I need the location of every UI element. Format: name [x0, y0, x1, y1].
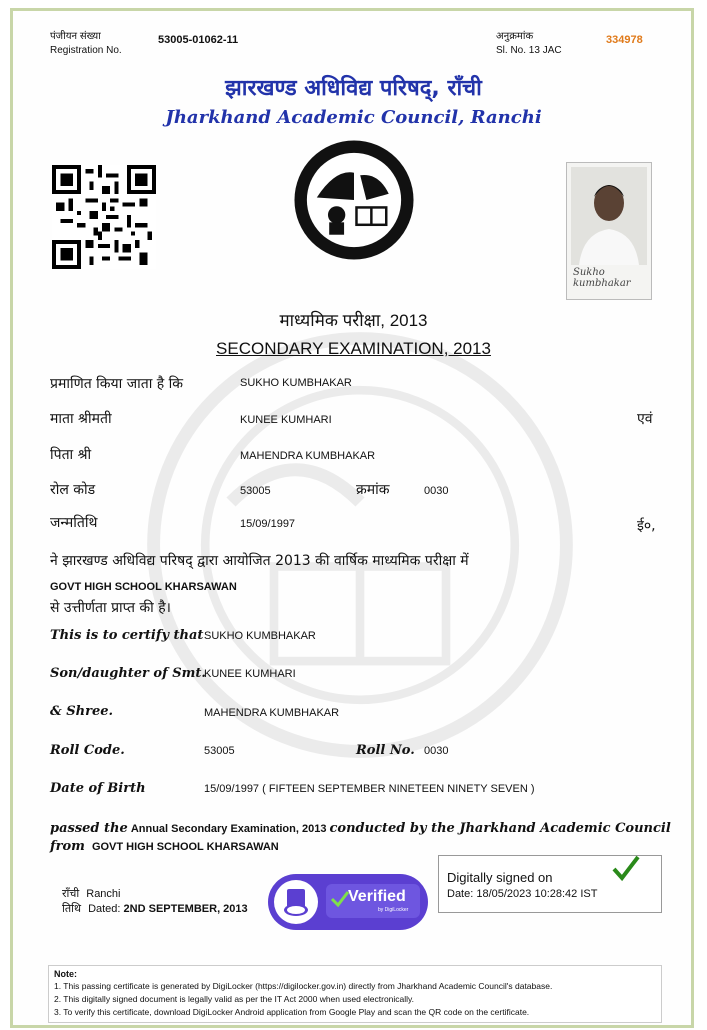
en-from-label: from	[50, 839, 85, 854]
hi-roll-code-label: रोल कोड	[50, 482, 96, 498]
en-passed-prefix: passed the	[50, 821, 128, 836]
person-photo-icon	[571, 167, 647, 265]
council-name-en: Jharkhand Academic Council, Ranchi	[165, 107, 542, 128]
watermark-seal-icon	[145, 330, 575, 760]
en-roll-code: 53005	[204, 745, 235, 757]
hi-dob: 15/09/1997	[240, 518, 296, 530]
hi-passed-line2: से उत्तीर्णता प्राप्त की है।	[50, 600, 171, 616]
checkmark-icon	[611, 854, 641, 882]
hi-mother-label: माता श्रीमती	[50, 411, 112, 427]
qr-code-icon[interactable]	[52, 165, 156, 269]
en-father-label: & Shree.	[50, 704, 114, 719]
council-name-hi: झारखण्ड अधिविद्य परिषद्, राँची	[225, 76, 482, 101]
hi-certify-label: प्रमाणित किया जाता है कि	[50, 376, 184, 392]
student-photo	[566, 162, 652, 300]
en-student-name: SUKHO KUMBHAKAR	[204, 630, 316, 642]
en-roll-no: 0030	[424, 745, 449, 757]
place-hi: राँची	[62, 888, 80, 900]
dated-line	[62, 901, 248, 916]
place-line	[62, 886, 121, 901]
hi-dob-label: जन्मतिथि	[50, 515, 98, 531]
verified-by: by DigiLocker	[378, 907, 409, 913]
digilocker-verified-badge[interactable]	[268, 874, 428, 930]
hi-father-name: MAHENDRA KUMBHAKAR	[240, 450, 376, 462]
verified-label-box	[326, 884, 420, 918]
document-cloud-icon	[274, 880, 318, 924]
note-line-2: 2. This digitally signed document is legally valid as per the IT Act 2000 when used electronically.	[54, 994, 415, 1004]
council-emblem-icon	[292, 138, 416, 262]
exam-title-hi: माध्यमिक परीक्षा, 2013	[279, 311, 428, 330]
en-certify-label: This is to certify that	[50, 628, 204, 643]
hi-passed-line: ने झारखण्ड अधिविद्य परिषद् द्वारा आयोजित 2013 की वार्षिक माध्यमिक परीक्षा में	[50, 553, 469, 569]
en-mother-label: Son/daughter of Smt.	[50, 666, 206, 681]
hi-and: एवं	[637, 411, 653, 427]
hi-school-name: GOVT HIGH SCHOOL KHARSAWAN	[50, 581, 237, 593]
hi-roll-no-label: क्रमांक	[356, 482, 390, 498]
place: Ranchi	[86, 888, 121, 900]
hi-father-label: पिता श्री	[50, 447, 92, 463]
sl-label-en: Sl. No. 13 JAC	[496, 45, 562, 56]
hi-roll-no: 0030	[424, 485, 449, 497]
en-dob: 15/09/1997 ( FIFTEEN SEPTEMBER NINETEEN NINETY SEVEN )	[204, 783, 535, 795]
en-father-name: MAHENDRA KUMBHAKAR	[204, 707, 340, 719]
en-from-line	[50, 839, 279, 854]
note-line-1: 1. This passing certificate is generated by DigiLocker (https://digilocker.gov.in) directly from Jharkhand Academic Council's database.	[54, 981, 553, 991]
note-line-3: 3. To verify this certificate, download DigiLocker Android application from Google Play and scan the QR code on the certificate.	[54, 1007, 530, 1017]
signed-date: Date: 18/05/2023 10:28:42 IST	[447, 888, 598, 900]
signed-label: Digitally signed on	[447, 870, 553, 885]
hi-roll-code: 53005	[240, 485, 271, 497]
exam-title-en: SECONDARY EXAMINATION, 2013	[216, 339, 491, 358]
digital-signature-box[interactable]	[438, 855, 662, 913]
check-icon	[330, 890, 350, 908]
en-school-name: GOVT HIGH SCHOOL KHARSAWAN	[91, 841, 279, 853]
hi-student-name: SUKHO KUMBHAKAR	[240, 377, 352, 389]
hi-mother-name: KUNEE KUMHARI	[240, 414, 332, 426]
note-title: Note:	[54, 969, 77, 979]
date-label: Dated:	[88, 903, 121, 915]
sl-label-hi: अनुक्रमांक	[496, 31, 534, 42]
issue-date: 2ND SEPTEMBER, 2013	[123, 903, 248, 915]
serial-number: 334978	[606, 34, 643, 46]
registration-number: 53005-01062-11	[158, 34, 239, 46]
reg-label-en: Registration No.	[50, 45, 122, 56]
en-dob-label: Date of Birth	[50, 781, 146, 796]
date-hi: तिथि	[62, 903, 81, 915]
verified-text: Verified	[348, 888, 406, 905]
en-roll-code-label: Roll Code.	[50, 743, 125, 758]
note-box	[48, 965, 662, 1023]
en-passed-line	[50, 821, 671, 836]
reg-label-hi: पंजीयन संख्या	[50, 31, 101, 42]
student-signature: Sukho kumbhakar	[573, 267, 631, 289]
en-passed-suffix: conducted by the Jharkhand Academic Council	[329, 821, 671, 836]
hi-era: ई०,	[637, 518, 656, 534]
en-exam-name: Annual Secondary Examination, 2013	[130, 823, 327, 835]
en-mother-name: KUNEE KUMHARI	[204, 668, 296, 680]
en-roll-no-label: Roll No.	[356, 743, 415, 758]
